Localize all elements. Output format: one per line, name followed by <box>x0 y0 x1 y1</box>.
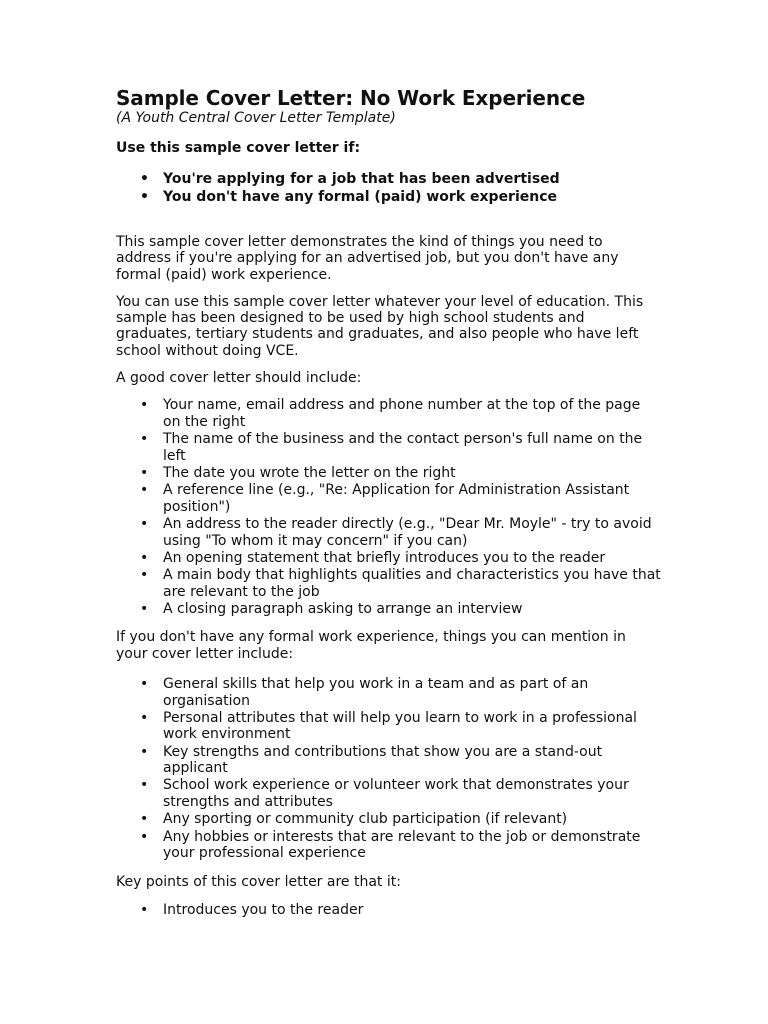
include-list <box>116 397 661 617</box>
paragraph-no-experience: If you don't have any formal work experience, things you can mention in your cover letter include: <box>116 629 626 662</box>
list-item-text: Any sporting or community club participation (if relevant) <box>163 811 568 828</box>
bullet-icon: • <box>140 777 149 794</box>
list-item <box>116 710 661 743</box>
list-item-text: Key strengths and contributions that show you are a stand-out applicant <box>163 743 603 777</box>
list-item-text: A main body that highlights qualities and characteristics you have that are relevant to the job <box>163 567 661 600</box>
list-item <box>116 550 661 567</box>
list-item <box>116 516 661 549</box>
document-page <box>116 86 661 918</box>
skills-list <box>116 676 661 861</box>
list-item <box>116 829 661 862</box>
bullet-icon: • <box>140 549 149 566</box>
list-item <box>116 744 661 777</box>
list-item <box>116 171 661 189</box>
list-item <box>116 601 661 618</box>
list-item <box>116 811 661 828</box>
paragraph-key-points: Key points of this cover letter are that it: <box>116 873 401 890</box>
list-item-text: Introduces you to the reader <box>163 901 364 918</box>
document-title: Sample Cover Letter: No Work Experience <box>116 86 586 110</box>
list-item <box>116 777 661 810</box>
list-item <box>116 902 661 919</box>
list-item-text: Personal attributes that will help you learn to work in a professional work environment <box>163 709 637 743</box>
bullet-icon: • <box>140 188 149 205</box>
list-item-text: The date you wrote the letter on the right <box>163 464 456 481</box>
list-item-text: An address to the reader directly (e.g., "Dear Mr. Moyle" - try to avoid using "To whom it may concern" if you can) <box>163 516 652 549</box>
list-item <box>116 676 661 709</box>
document-subtitle: (A Youth Central Cover Letter Template) <box>116 110 396 126</box>
list-item-text: Any hobbies or interests that are relevant to the job or demonstrate your professional experience <box>163 828 641 862</box>
list-item <box>116 431 661 464</box>
bullet-icon: • <box>140 482 149 499</box>
bullet-icon: • <box>140 600 149 617</box>
list-item <box>116 567 661 600</box>
list-item-text: You don't have any formal (paid) work experience <box>163 188 558 205</box>
list-item-text: You're applying for a job that has been advertised <box>163 171 560 187</box>
key-points-list <box>116 902 661 919</box>
bullet-icon: • <box>140 397 149 414</box>
bullet-icon: • <box>140 709 149 726</box>
list-item-text: Your name, email address and phone number at the top of the page on the right <box>163 397 641 430</box>
list-item-text: A reference line (e.g., "Re: Application for Administration Assistant position") <box>163 482 630 515</box>
usage-lead: Use this sample cover letter if: <box>116 140 361 156</box>
list-item-text: School work experience or volunteer work that demonstrates your strengths and attributes <box>163 777 629 810</box>
bullet-icon: • <box>140 516 149 533</box>
bullet-icon: • <box>140 901 149 918</box>
list-item-text: An opening statement that briefly introduces you to the reader <box>163 549 606 566</box>
list-item <box>116 189 661 207</box>
bullet-icon: • <box>140 676 149 693</box>
bullet-icon: • <box>140 171 149 187</box>
list-item-text: The name of the business and the contact person's full name on the left <box>163 431 643 464</box>
paragraph-intro: This sample cover letter demonstrates the kind of things you need to address if you're applying for an advertised job, but you don't have any formal (paid) work experience. <box>116 234 619 283</box>
paragraph-education: You can use this sample cover letter whatever your level of education. This sample has been designed to be used by high school students and graduates, tertiary students and graduates, and also people who have left school without doing VCE. <box>116 293 644 359</box>
bullet-icon: • <box>140 431 149 448</box>
list-item <box>116 397 661 430</box>
bullet-icon: • <box>140 811 149 828</box>
bullet-icon: • <box>140 464 149 481</box>
bullet-icon: • <box>140 828 149 845</box>
list-item <box>116 482 661 515</box>
list-item <box>116 465 661 482</box>
conditions-list <box>116 171 661 206</box>
list-item-text: A closing paragraph asking to arrange an interview <box>163 600 523 617</box>
paragraph-include-lead: A good cover letter should include: <box>116 370 362 387</box>
list-item-text: General skills that help you work in a team and as part of an organisation <box>163 676 589 709</box>
bullet-icon: • <box>140 567 149 584</box>
bullet-icon: • <box>140 743 149 760</box>
